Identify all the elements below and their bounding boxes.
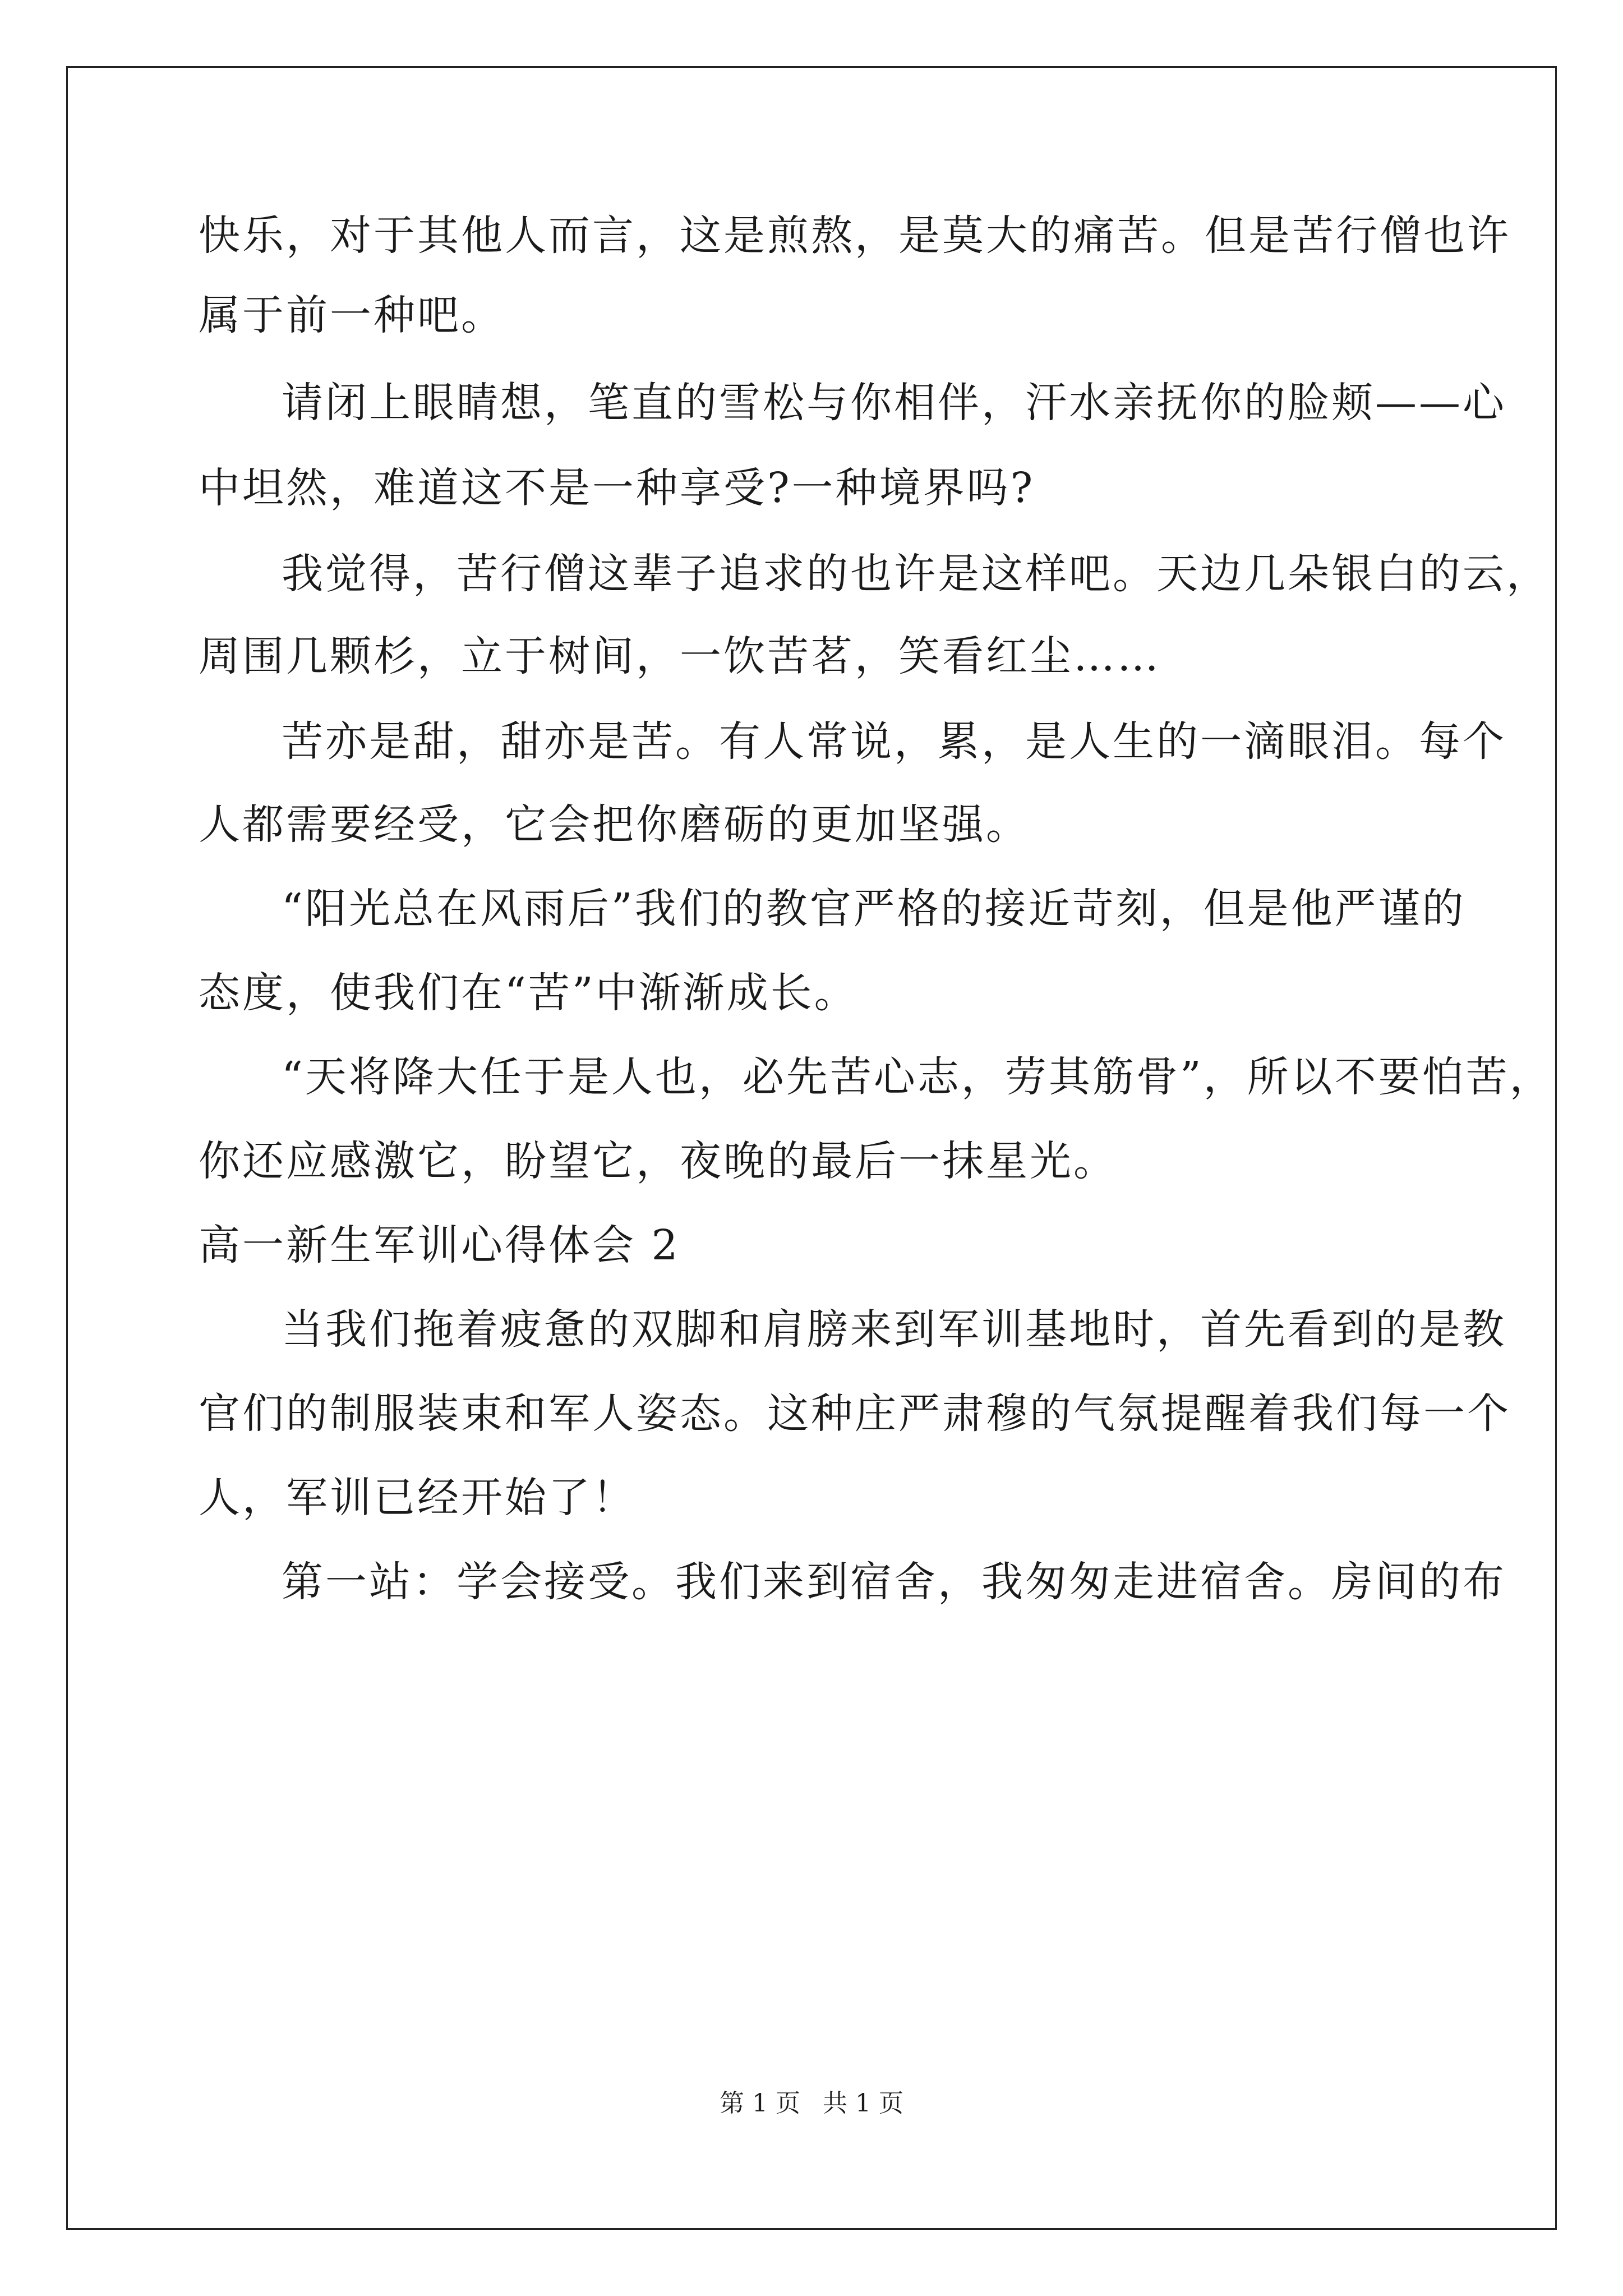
text-line: 中坦然，难道这不是一种享受?一种境界吗? (199, 464, 1035, 512)
text-line: 你还应感激它，盼望它，夜晚的最后一抹星光。 (199, 1137, 1117, 1185)
paragraph-first-line: 第一站：学会接受。我们来到宿舍，我匆匆走进宿舍。房间的布 (282, 1558, 1506, 1606)
text-line: 人都需要经受，它会把你磨砺的更加坚强。 (199, 800, 1030, 849)
page-number: 第 1 页 (720, 2089, 800, 2118)
paragraph-first-line: 当我们拖着疲惫的双脚和肩膀来到军训基地时，首先看到的是教 (282, 1305, 1506, 1354)
paragraph-first-line: 苦亦是甜，甜亦是苦。有人常说，累，是人生的一滴眼泪。每个 (282, 717, 1506, 766)
page-total: 共 1 页 (823, 2089, 903, 2118)
text-line: 周围几颗杉，立于树间，一饮苦茗，笑看红尘…… (199, 632, 1161, 680)
paragraph-first-line: “阳光总在风雨后”我们的教官严格的接近苛刻，但是他严谨的 (282, 885, 1466, 933)
text-line: 人，军训已经开始了！ (199, 1474, 636, 1522)
paragraph-first-line: “天将降大任于是人也，必先苦心志，劳其筋骨”，所以不要怕苦， (282, 1053, 1553, 1101)
page-footer (0, 2087, 1623, 2120)
text-line: 官们的制服装束和军人姿态。这种庄严肃穆的气氛提醒着我们每一个 (199, 1389, 1511, 1438)
section-heading: 高一新生军训心得体会 2 (199, 1221, 680, 1269)
text-line: 态度，使我们在“苦”中渐渐成长。 (199, 969, 858, 1017)
text-line: 属于前一种吧。 (199, 291, 505, 339)
paragraph-first-line: 请闭上眼睛想，笔直的雪松与你相伴，汗水亲抚你的脸颊——心 (282, 379, 1506, 427)
text-line: 快乐，对于其他人而言，这是煎熬，是莫大的痛苦。但是苦行僧也许 (199, 211, 1511, 260)
paragraph-first-line: 我觉得，苦行僧这辈子追求的也许是这样吧。天边几朵银白的云， (282, 550, 1550, 598)
